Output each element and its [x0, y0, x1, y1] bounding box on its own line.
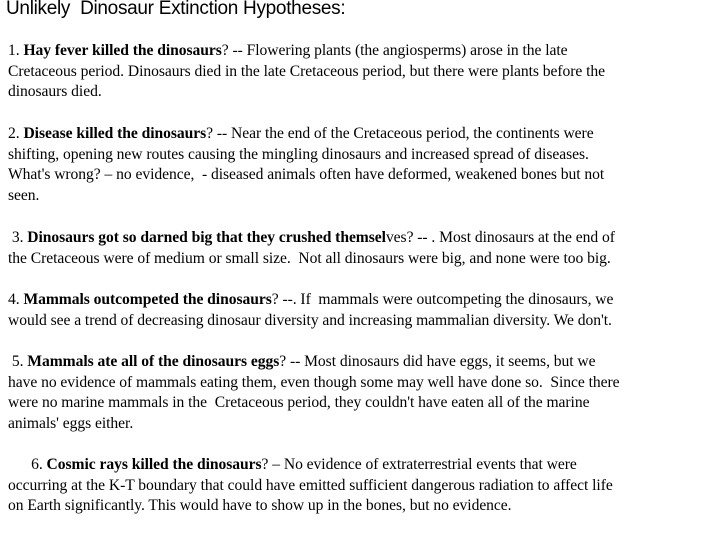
hypothesis-2-line-2: shifting, opening new routes causing the mingling dinosaurs and increased spread of diseases. — [8, 145, 589, 163]
hypothesis-1-line-1 — [8, 41, 719, 62]
hypothesis-5-line-3: were no marine mammals in the Cretaceous period, they couldn't have eaten all of the marine — [8, 394, 590, 412]
hypothesis-6-line-1 — [8, 455, 719, 476]
hypothesis-5-paragraph — [8, 352, 719, 435]
hypothesis-5-text-start: ? -- Most dinosaurs did have eggs, it seems, but we — [279, 353, 596, 370]
hypothesis-1-number: 1. — [8, 42, 24, 59]
hypothesis-1-line-3: dinosaurs died. — [8, 83, 102, 101]
hypothesis-2-text-start: ? -- Near the end of the Cretaceous period, the continents were — [206, 125, 594, 142]
hypothesis-2-line-4: seen. — [8, 187, 40, 205]
hypothesis-3-paragraph — [8, 228, 719, 269]
hypothesis-6-line-3: on Earth significantly. This would have to show up in the bones, but no evidence. — [8, 497, 512, 515]
hypothesis-6-paragraph — [8, 455, 719, 517]
hypothesis-1-paragraph — [8, 41, 719, 103]
hypothesis-1-line-2: Cretaceous period. Dinosaurs died in the late Cretaceous period, but there were plants before the — [8, 62, 606, 80]
hypothesis-2-line-1 — [8, 124, 719, 145]
hypothesis-1-heading: Hay fever killed the dinosaurs — [23, 42, 222, 59]
hypothesis-6-heading: Cosmic rays killed the dinosaurs — [46, 456, 262, 473]
hypothesis-5-line-4: animals' eggs either. — [8, 415, 134, 433]
hypothesis-1-text-start: ? -- Flowering plants (the angiosperms) arose in the late — [221, 42, 568, 59]
hypothesis-6-text-start: ? – No evidence of extraterrestrial events that were — [261, 456, 577, 473]
hypothesis-5-heading: Mammals ate all of the dinosaurs eggs — [27, 353, 280, 370]
hypothesis-6-number: 6. — [8, 456, 47, 473]
hypothesis-5-number: 5. — [8, 353, 28, 370]
hypothesis-3-line-1 — [8, 228, 719, 249]
hypothesis-4-number: 4. — [8, 291, 24, 308]
hypothesis-4-paragraph — [8, 290, 719, 331]
hypothesis-4-line-1 — [8, 290, 719, 311]
hypothesis-4-heading: Mammals outcompeted the dinosaurs — [23, 291, 272, 308]
hypothesis-4-line-2: would see a trend of decreasing dinosaur diversity and increasing mammalian diversity. We don't. — [8, 311, 612, 329]
hypothesis-3-number: 3. — [8, 229, 28, 246]
hypothesis-3-line-2: the Cretaceous were of medium or small size. Not all dinosaurs were big, and none were too big. — [8, 249, 611, 267]
hypothesis-3-text-start: ves? -- . Most dinosaurs at the end of — [385, 229, 615, 246]
hypothesis-5-line-2: have no evidence of mammals eating them, even though some may well have done so. Since there — [8, 373, 620, 391]
hypothesis-3-heading: Dinosaurs got so darned big that they crushed themsel — [27, 229, 386, 246]
hypothesis-4-text-start: ? --. If mammals were outcompeting the dinosaurs, we — [271, 291, 614, 308]
hypothesis-5-line-1 — [8, 352, 719, 373]
page-title: Unlikely Dinosaur Extinction Hypotheses: — [6, 0, 346, 19]
hypothesis-2-paragraph — [8, 124, 719, 207]
hypothesis-2-heading: Disease killed the dinosaurs — [23, 125, 207, 142]
hypothesis-2-line-3: What's wrong? – no evidence, - diseased animals often have deformed, weakened bones but not — [8, 166, 605, 184]
hypothesis-6-line-2: occurring at the K-T boundary that could have emitted sufficient dangerous radiation to affect life — [8, 476, 613, 494]
hypothesis-2-number: 2. — [8, 125, 24, 142]
